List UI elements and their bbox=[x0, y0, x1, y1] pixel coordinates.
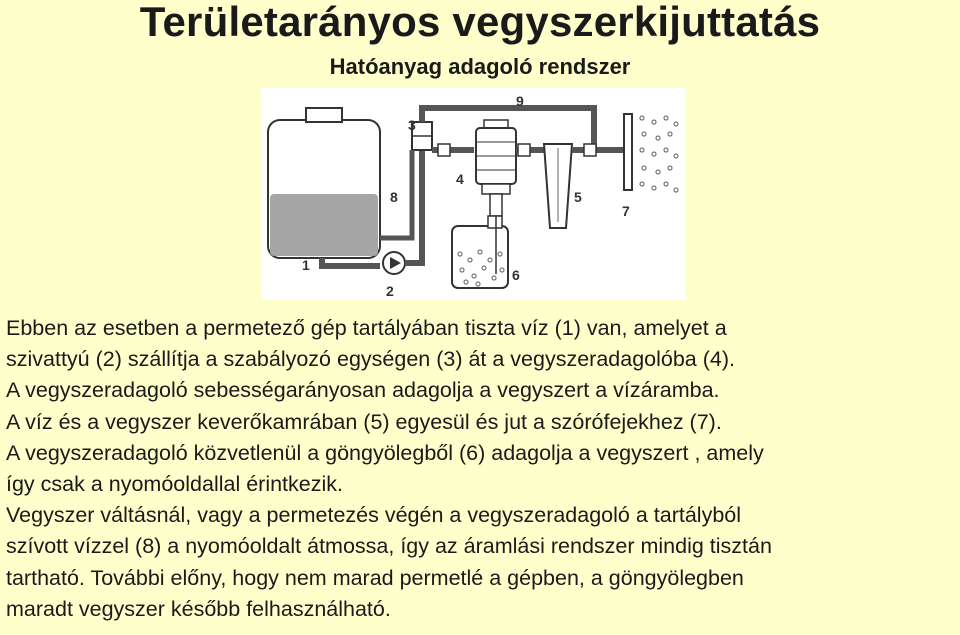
spray-nozzles bbox=[624, 114, 678, 192]
label-8: 8 bbox=[390, 189, 398, 205]
label-6: 6 bbox=[512, 267, 520, 283]
sprayer-system-diagram bbox=[262, 88, 686, 300]
label-2: 2 bbox=[386, 283, 394, 299]
slide-title: Területarányos vegyszerkijuttatás bbox=[139, 0, 821, 45]
label-3: 3 bbox=[408, 117, 416, 133]
label-9: 9 bbox=[516, 93, 524, 109]
text-line: szívott vízzel (8) a nyomóoldalt átmossa, így az áramlási rendszer mindig tisztán bbox=[6, 534, 772, 559]
diagram-drawing bbox=[262, 88, 686, 300]
label-1: 1 bbox=[302, 257, 310, 273]
text-line: szivattyú (2) szállítja a szabályozó egységen (3) át a vegyszeradagolóba (4). bbox=[6, 347, 735, 372]
text-line: Ebben az esetben a permetező gép tartályában tiszta víz (1) van, amelyet a bbox=[6, 316, 727, 340]
chemical-doser bbox=[476, 120, 516, 216]
text-line: Vegyszer váltásnál, vagy a permetezés végén a vegyszeradagoló a tartályból bbox=[6, 503, 742, 528]
slide-subtitle: Hatóanyag adagoló rendszer bbox=[329, 54, 631, 79]
chemical-container bbox=[452, 216, 508, 288]
text-line: maradt vegyszer később felhasználható. bbox=[6, 596, 391, 621]
label-4: 4 bbox=[456, 171, 464, 187]
text-line: A vegyszeradagoló közvetlenül a göngyölegből (6) adagolja a vegyszert , amely bbox=[6, 440, 764, 465]
label-5: 5 bbox=[574, 189, 582, 205]
label-7: 7 bbox=[622, 203, 630, 219]
text-line: A vegyszeradagoló sebességarányosan adagolja a vegyszert a vízáramba. bbox=[6, 378, 720, 403]
mixing-chamber bbox=[544, 144, 572, 228]
water-tank bbox=[268, 108, 380, 258]
text-line: tartható. További előny, hogy nem marad permetlé a gépben, a göngyölegben bbox=[6, 565, 744, 590]
description-text bbox=[6, 313, 958, 625]
pump bbox=[383, 252, 405, 274]
text-line: így csak a nyomóoldallal érintkezik. bbox=[6, 472, 343, 497]
text-line: A víz és a vegyszer keverőkamrában (5) egyesül és jut a szórófejekhez (7). bbox=[6, 409, 722, 434]
